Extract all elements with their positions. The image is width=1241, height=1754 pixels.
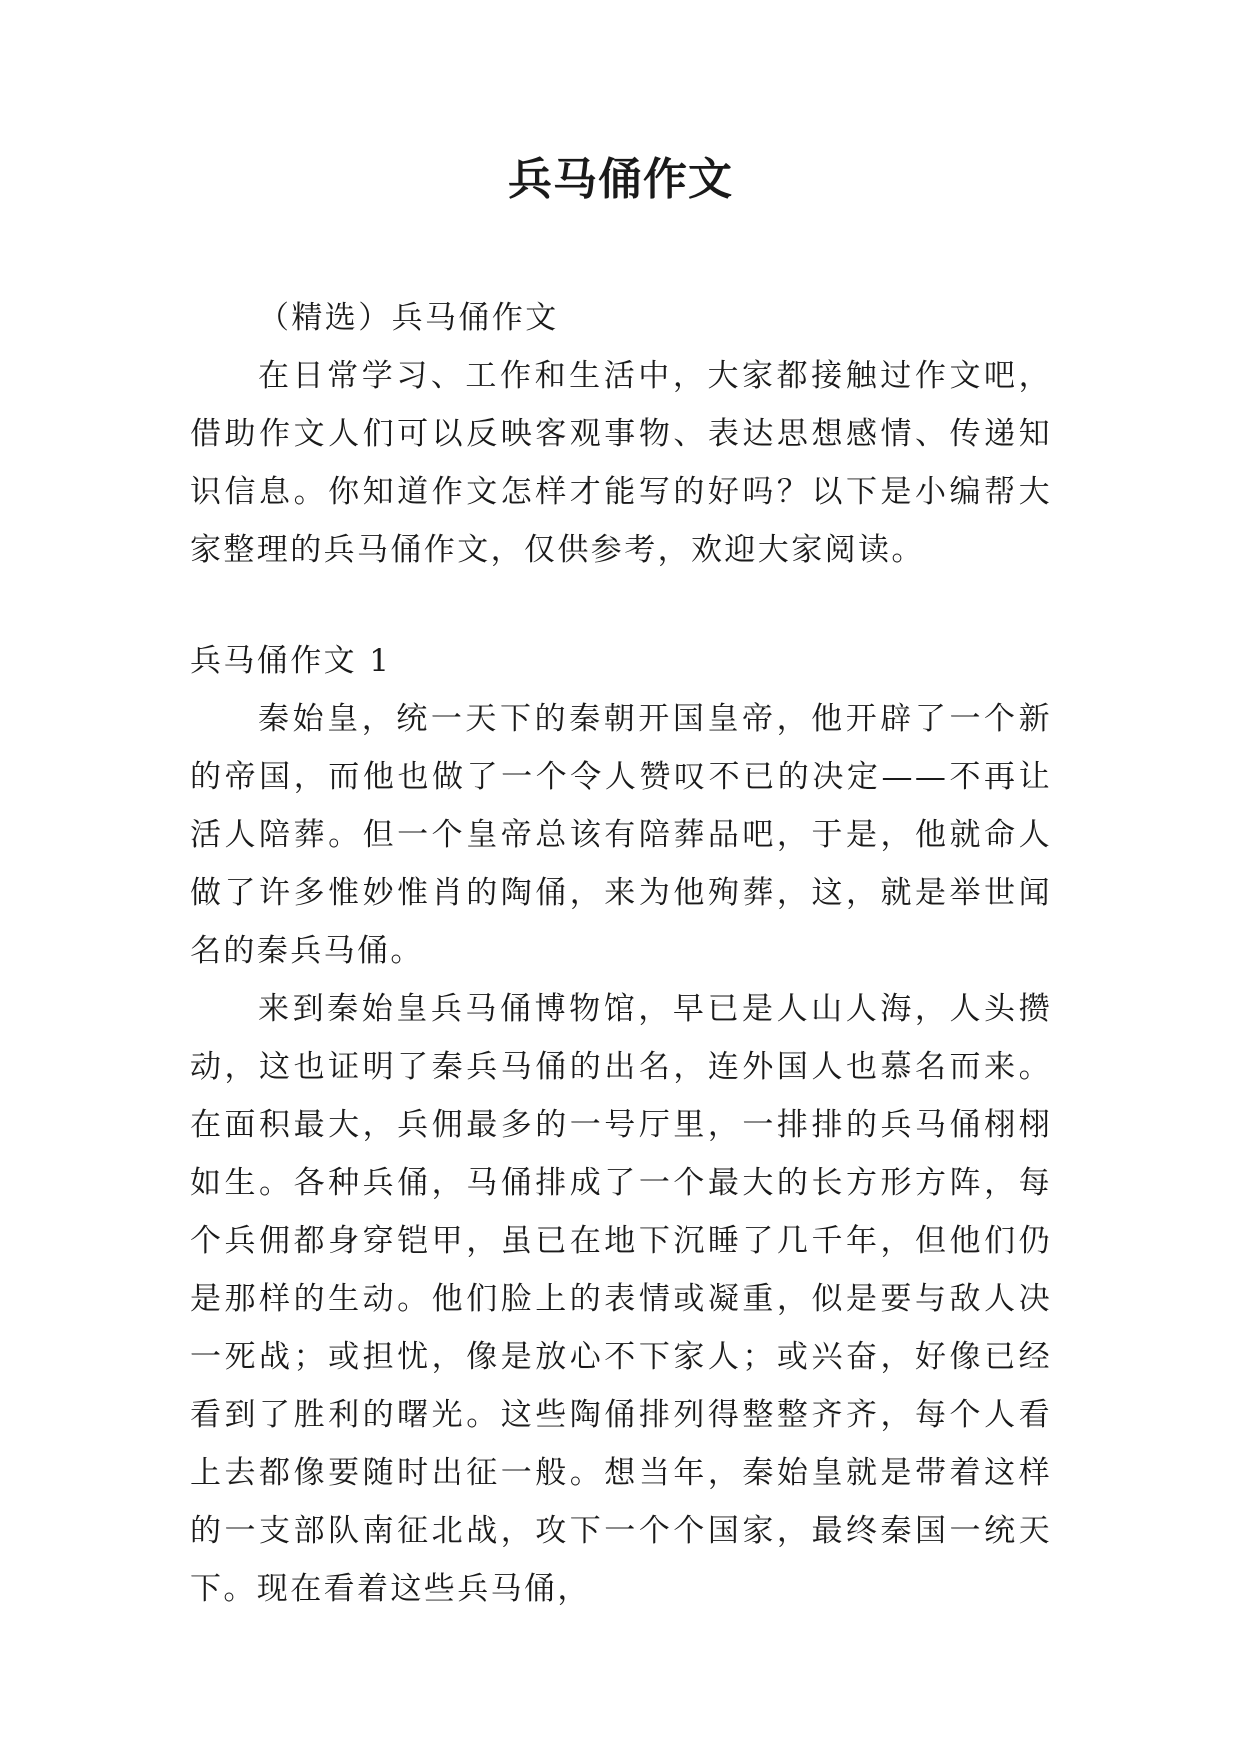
body-paragraph-1: 秦始皇，统一天下的秦朝开国皇帝，他开辟了一个新的帝国，而他也做了一个令人赞叹不已的决定——不再让活人陪葬。但一个皇帝总该有陪葬品吧，于是，他就命人做了许多惟妙惟肖的陶俑，来为他殉葬，这，就是举世闻名的秦兵马俑。 — [190, 701, 1052, 969]
body-paragraph-2: 来到秦始皇兵马俑博物馆，早已是人山人海，人头攒动，这也证明了秦兵马俑的出名，连外国人也慕名而来。在面积最大，兵佣最多的一号厅里，一排排的兵马俑栩栩如生。各种兵俑，马俑排成了一个最大的长方形方阵，每个兵佣都身穿铠甲，虽已在地下沉睡了几千年，但他们仍是那样的生动。他们脸上的表情或凝重，似是要与敌人决一死战；或担忧，像是放心不下家人；或兴奋，好像已经看到了胜利的曙光。这些陶俑排列得整整齐齐，每个人看上去都像要随时出征一般。想当年，秦始皇就是带着这样的一支部队南征北战，攻下一个个国家，最终秦国一统天下。现在看着这些兵马俑， — [190, 991, 1052, 1607]
document-title: 兵马俑作文 — [508, 154, 733, 205]
intro-paragraph: 在日常学习、工作和生活中，大家都接触过作文吧，借助作文人们可以反映客观事物、表达思想感情、传递知识信息。你知道作文怎样才能写的好吗？以下是小编帮大家整理的兵马俑作文，仅供参考，欢迎大家阅读。 — [190, 358, 1052, 568]
document-subtitle: （精选）兵马俑作文 — [258, 300, 559, 336]
section-heading: 兵马俑作文 1 — [190, 643, 392, 679]
